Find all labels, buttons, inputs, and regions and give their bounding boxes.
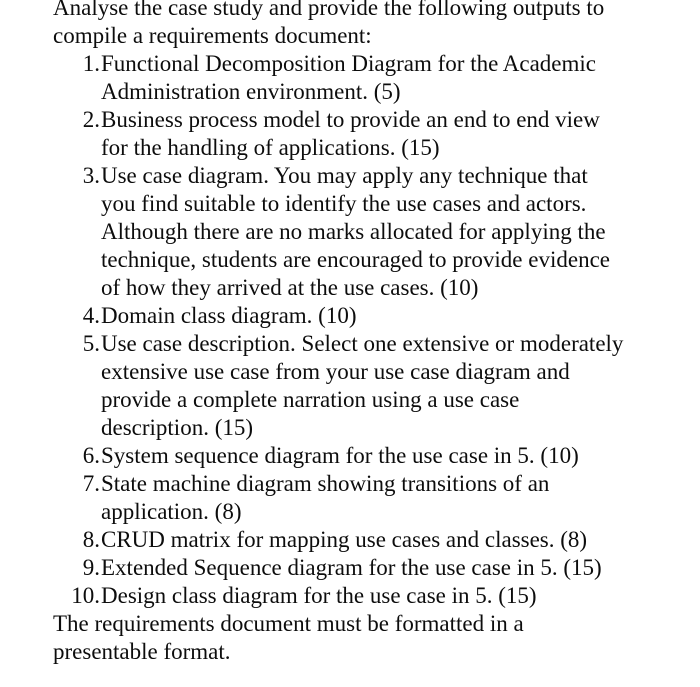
requirements-document <box>53 0 693 666</box>
item-text: Design class diagram for the use case in 5. (15) <box>101 583 537 608</box>
item-text: Business process model to provide an end to end view for the handling of applications. (15) <box>101 107 600 160</box>
list-item-10 <box>53 582 693 610</box>
item-text: Use case diagram. You may apply any technique that you find suitable to identify the use cases and actors. Although there are no marks allocated for applying the technique, students are encouraged to provide evidence of how they arrived at the use cases. (10) <box>101 163 610 300</box>
item-number: 6. <box>82 443 100 468</box>
item-number: 2. <box>82 107 100 132</box>
item-text: CRUD matrix for mapping use cases and classes. (8) <box>101 527 588 552</box>
item-text: State machine diagram showing transitions of an application. (8) <box>101 471 550 524</box>
item-number: 8. <box>82 527 100 552</box>
list-item-5 <box>53 330 693 442</box>
list-item-4 <box>53 302 693 330</box>
item-number: 10. <box>71 583 100 608</box>
item-text: Extended Sequence diagram for the use case in 5. (15) <box>101 555 602 580</box>
list-item-2 <box>53 106 693 162</box>
list-item-7 <box>53 470 693 526</box>
item-text: Use case description. Select one extensive or moderately extensive use case from your use case diagram and provide a complete narration using a use case description. (15) <box>101 331 624 440</box>
outputs-list <box>53 50 693 610</box>
list-item-9 <box>53 554 693 582</box>
list-item-8 <box>53 526 693 554</box>
item-number: 3. <box>82 163 100 188</box>
item-number: 9. <box>82 555 100 580</box>
item-number: 7. <box>82 471 100 496</box>
item-text: Functional Decomposition Diagram for the Academic Administration environment. (5) <box>101 51 597 104</box>
list-item-6 <box>53 442 693 470</box>
item-text: System sequence diagram for the use case in 5. (10) <box>101 443 579 468</box>
intro-paragraph: Analyse the case study and provide the following outputs to compile a requirements document: <box>53 0 605 48</box>
item-text: Domain class diagram. (10) <box>101 303 357 328</box>
list-item-3 <box>53 162 693 302</box>
item-number: 1. <box>82 51 100 76</box>
list-item-1 <box>53 50 693 106</box>
item-number: 4. <box>82 303 100 328</box>
closing-paragraph: The requirements document must be formatted in a presentable format. <box>53 611 524 664</box>
item-number: 5. <box>82 331 100 356</box>
